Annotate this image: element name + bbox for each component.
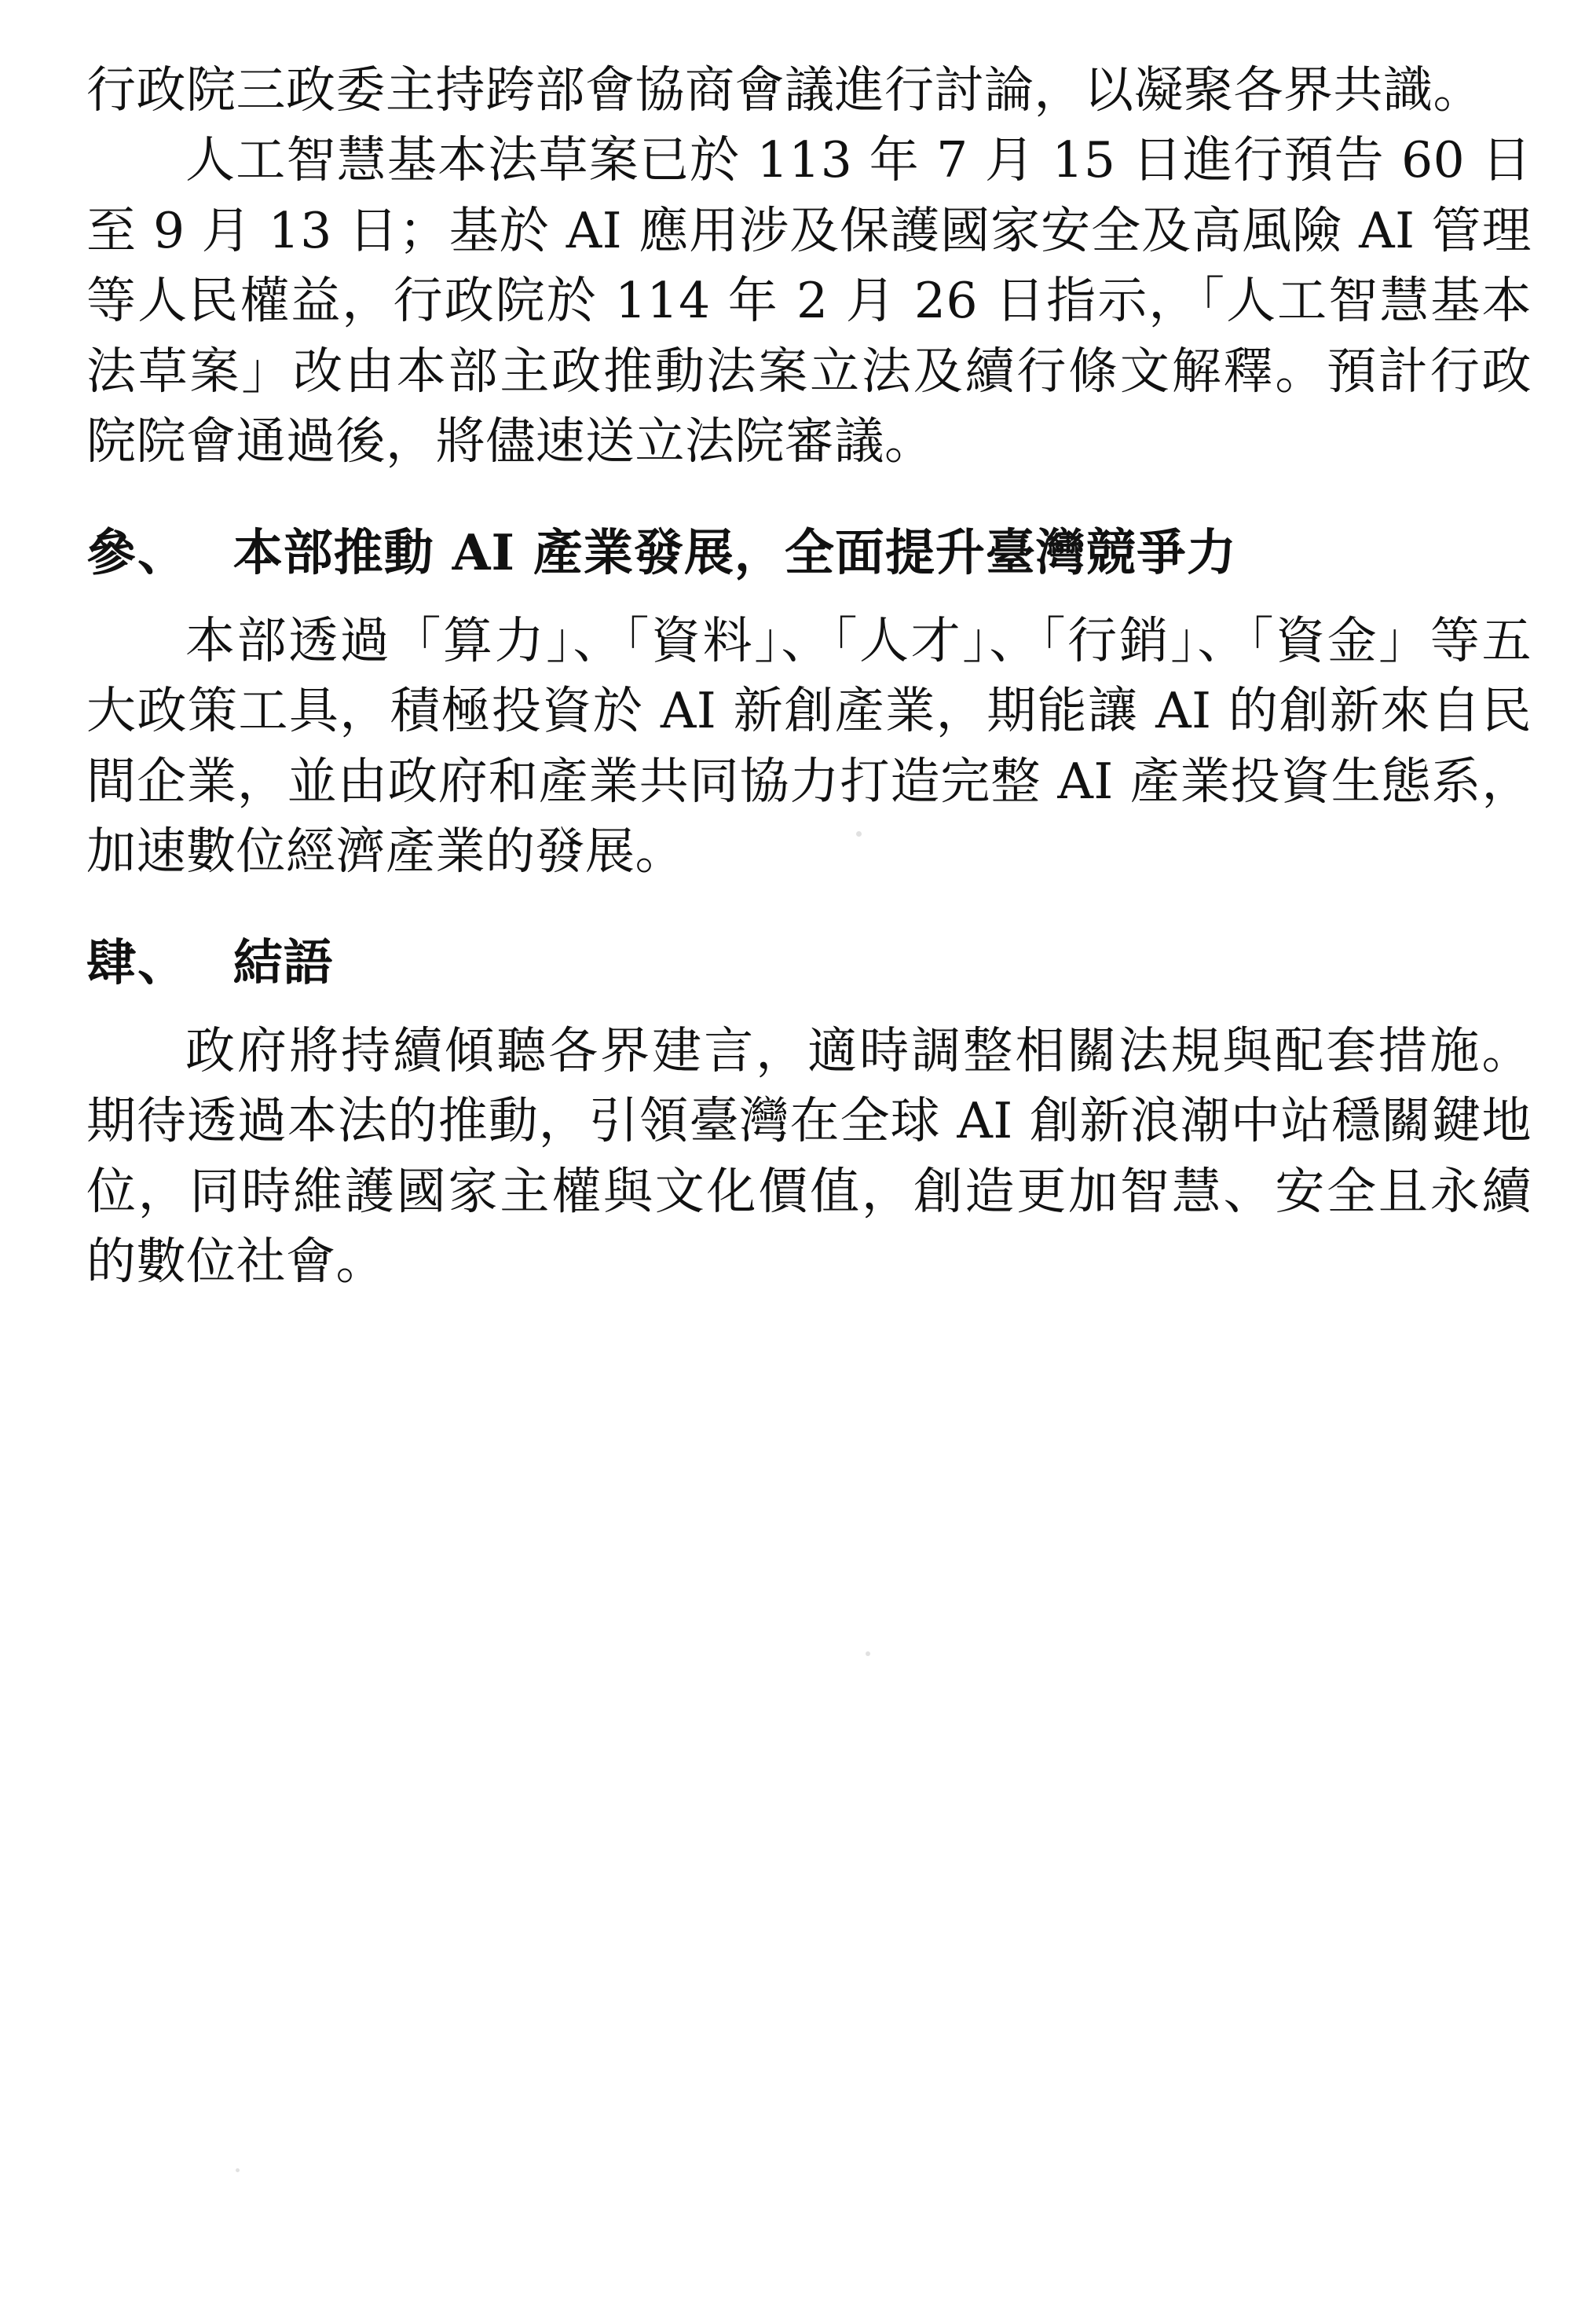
section-title-four: 結語 (232, 933, 334, 991)
scan-speck (856, 831, 862, 837)
paragraph-conclusion: 政府將持續傾聽各界建言，適時調整相關法規與配套措施。期待透過本法的推動，引領臺灣在全球 AI 創新浪潮中站穩關鍵地位，同時維護國家主權與文化價值，創造更加智慧、安全且永續的數位社會。 (86, 1021, 1532, 1291)
scan-speck (236, 2168, 240, 2172)
paragraph-five-policy-tools: 本部透過「算力」、「資料」、「人才」、「行銷」、「資金」等五大政策工具，積極投資於 AI 新創產業，期能讓 AI 的創新來自民間企業，並由政府和產業共同協力打造完整 AI 產業投資生態系，加速數位經濟產業的發展。 (86, 611, 1532, 881)
paragraph-continuation: 行政院三政委主持跨部會協商會議進行討論，以凝聚各界共識。 (86, 61, 1483, 119)
document-body (86, 55, 1532, 1297)
section-number-three: 參、 (86, 522, 189, 581)
section-heading-three (86, 518, 1532, 587)
section-title-three: 本部推動 AI 產業發展，全面提升臺灣競爭力 (232, 522, 1237, 581)
section-heading-four (86, 928, 1532, 997)
scan-speck (866, 1651, 870, 1656)
section-number-four: 肆、 (86, 933, 189, 991)
paragraph-ai-basic-law-draft: 人工智慧基本法草案已於 113 年 7 月 15 日進行預告 60 日至 9 月 13 日；基於 AI 應用涉及保護國家安全及高風險 AI 管理等人民權益，行政院於 114 年 2 月 26 日指示，「人工智慧基本法草案」改由本部主政推動法案立法及續行條文解釋。預計行政院院會通過後，將儘速送立法院審議。 (86, 131, 1532, 471)
